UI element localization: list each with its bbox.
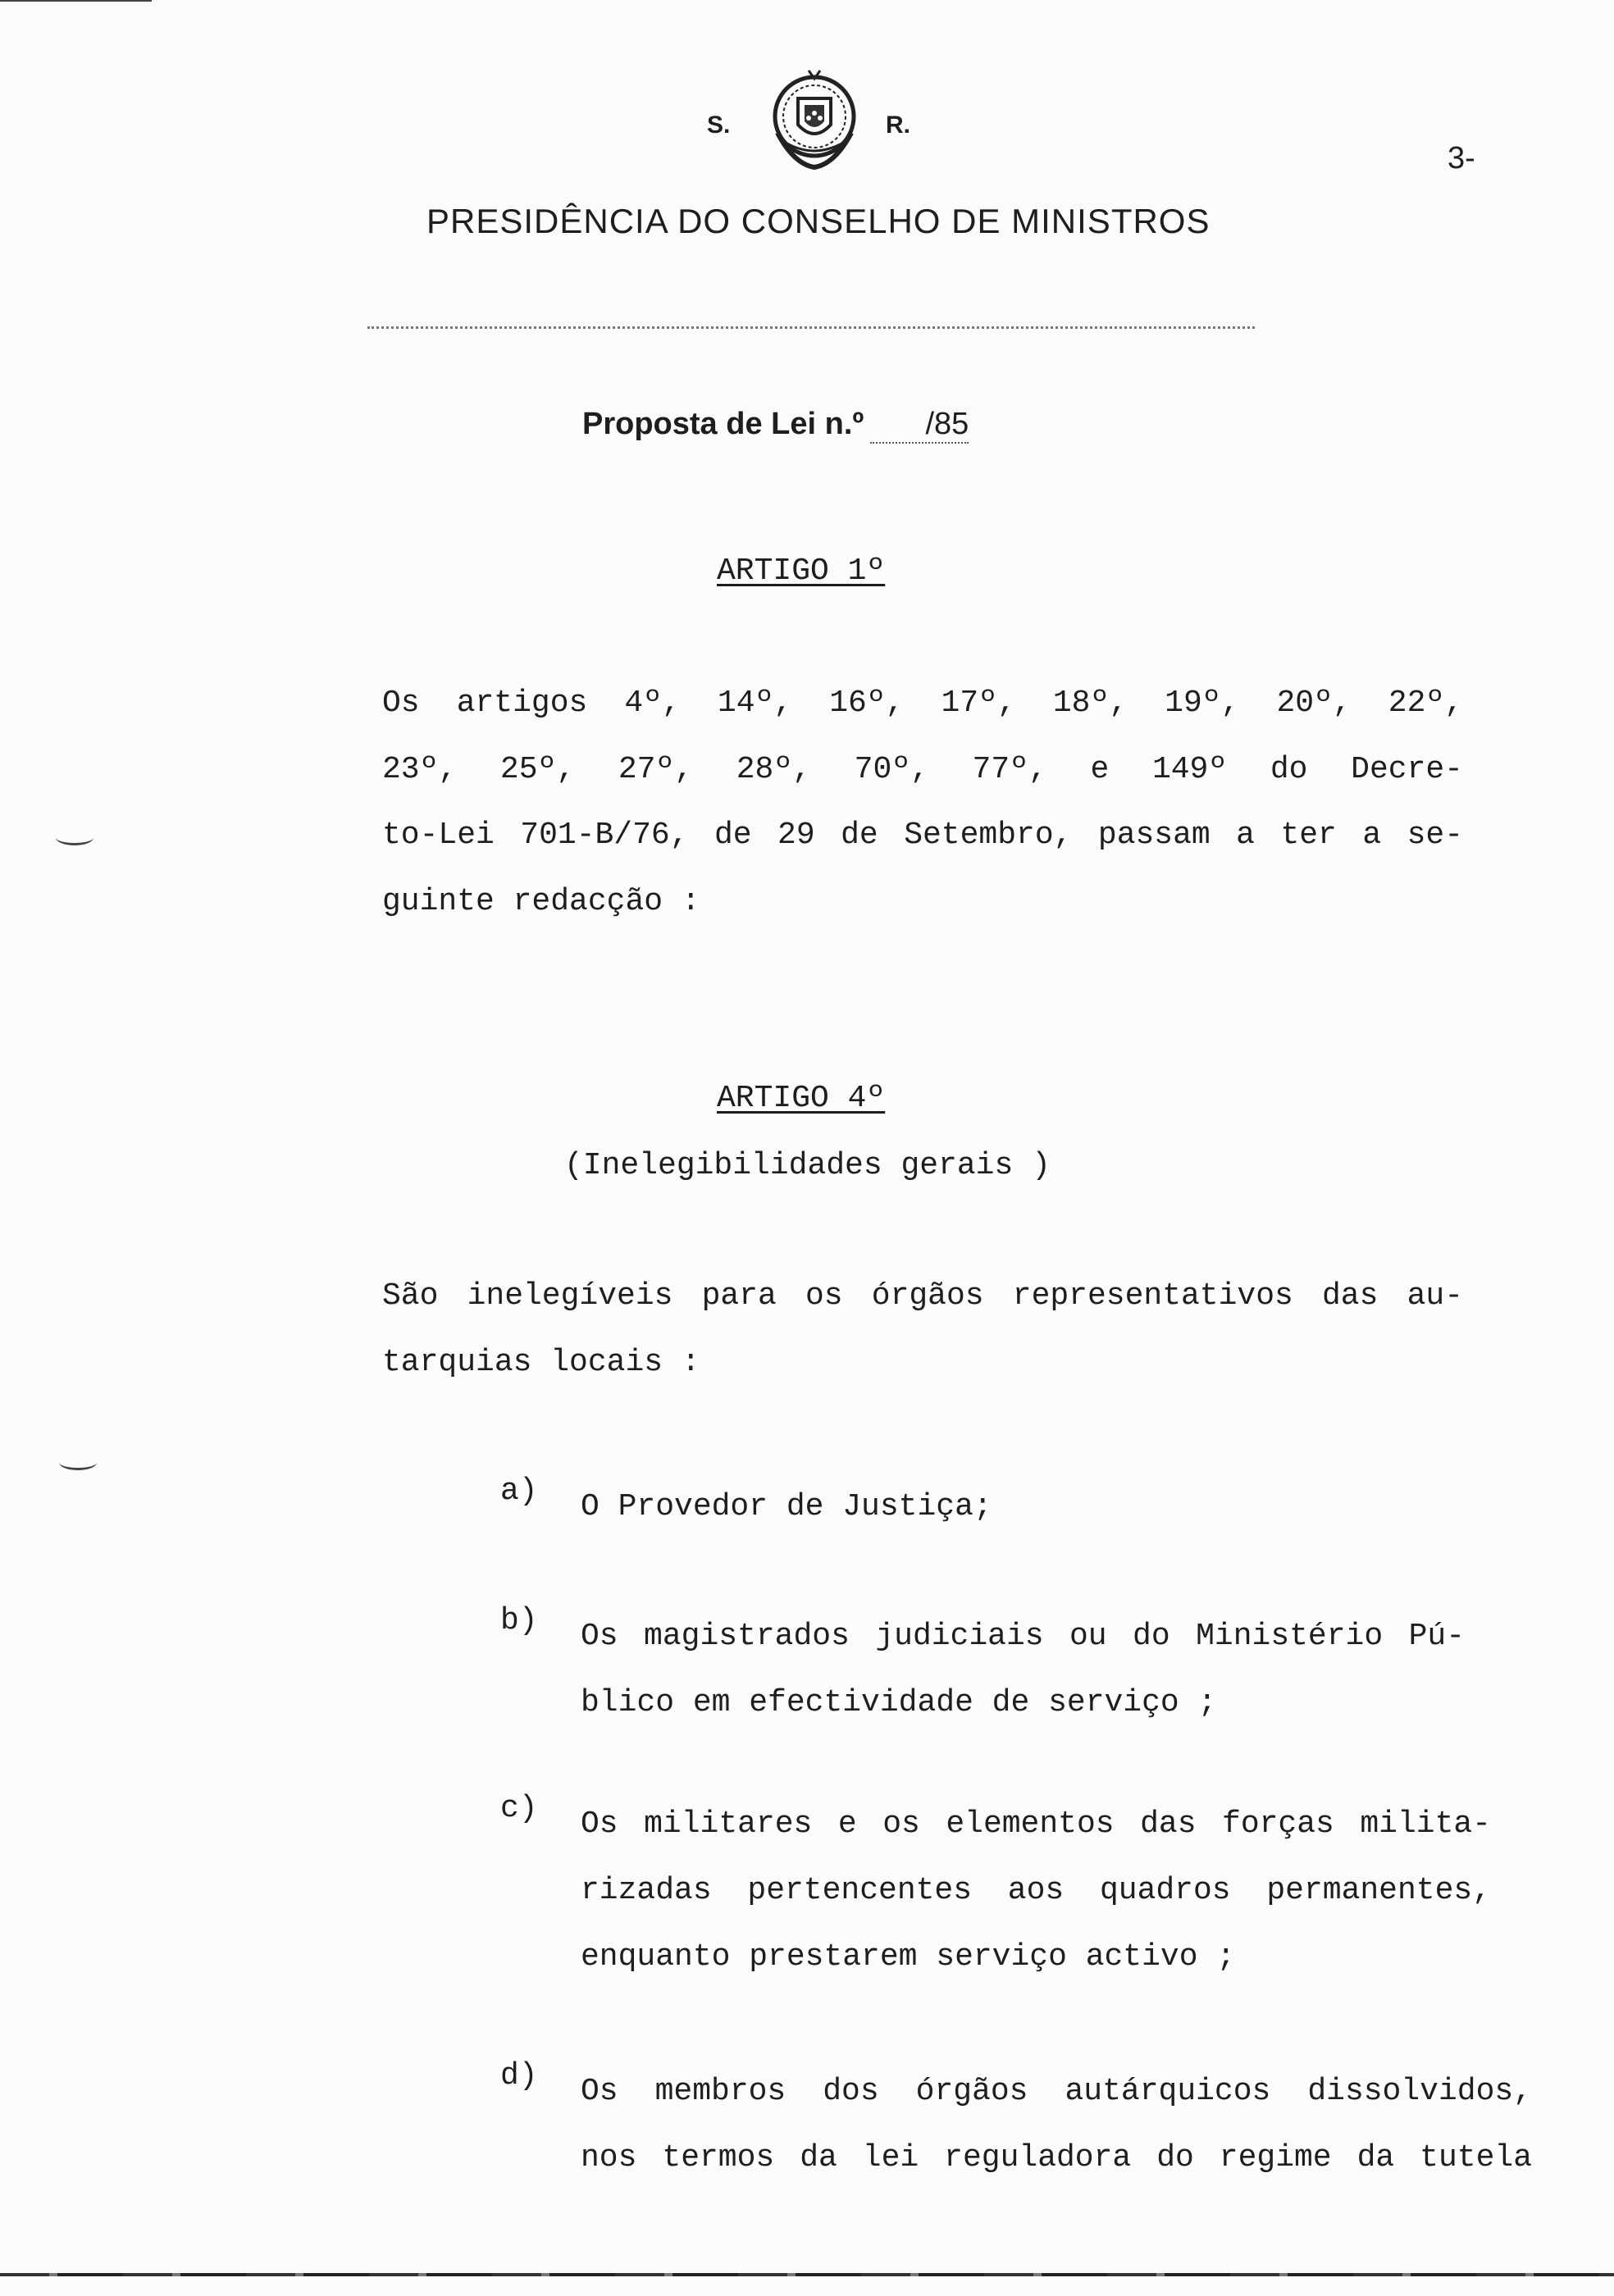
bottom-scan-edge — [0, 2273, 1614, 2276]
article-1-heading: ARTIGO 1º — [717, 554, 886, 589]
list-item-line: nos termos da lei reguladora do regime da tutela — [581, 2140, 1532, 2175]
paragraph-line: 23º, 25º, 27º, 28º, 70º, 77º, e 149º do Decre- — [382, 751, 1463, 787]
article-4-intro — [382, 1264, 1463, 1396]
organization-title: PRESIDÊNCIA DO CONSELHO DE MINISTROS — [426, 202, 1210, 240]
page-number: 3- — [1448, 141, 1475, 175]
coat-of-arms-icon — [761, 67, 868, 174]
top-edge-rule — [0, 0, 152, 2]
list-item-letter: b) — [500, 1603, 538, 1638]
seal-letter-s: S. — [707, 112, 731, 139]
seal-letter-r: R. — [886, 112, 910, 139]
punch-hole-mark — [56, 830, 93, 845]
list-item — [581, 1791, 1491, 1990]
proposal-number: /85 — [870, 407, 969, 444]
list-item-line: rizadas pertencentes aos quadros permanentes, — [581, 1873, 1491, 1908]
list-item — [581, 1474, 1073, 1540]
list-item-line: Os magistrados judiciais ou do Ministério Pú- — [581, 1619, 1465, 1654]
list-item-letter: c) — [500, 1791, 538, 1826]
list-item-line: O Provedor de Justiça; — [581, 1489, 992, 1524]
paragraph-line: tarquias locais : — [382, 1344, 700, 1380]
list-item-letter: a) — [500, 1474, 538, 1509]
list-item-line: blico em efectividade de serviço ; — [581, 1685, 1217, 1720]
article-4-heading: ARTIGO 4º — [717, 1081, 886, 1116]
list-item-line: enquanto prestarem serviço activo ; — [581, 1939, 1236, 1975]
proposal-title — [582, 407, 969, 444]
paragraph-line: guinte redacção : — [382, 883, 700, 919]
list-item — [581, 1603, 1465, 1736]
proposal-label: Proposta de Lei n.º — [582, 407, 864, 441]
list-item-line: Os militares e os elementos das forças milita- — [581, 1806, 1491, 1842]
list-item-line: Os membros dos órgãos autárquicos dissolvidos, — [581, 2074, 1532, 2109]
article-4-subtitle: (Inelegibilidades gerais ) — [564, 1148, 1051, 1183]
list-item-letter: d) — [500, 2058, 538, 2093]
paragraph-line: Os artigos 4º, 14º, 16º, 17º, 18º, 19º, 20º, 22º, — [382, 686, 1463, 721]
list-item — [581, 2058, 1532, 2191]
article-1-paragraph — [382, 671, 1463, 935]
punch-hole-mark — [59, 1455, 97, 1470]
paragraph-line: to-Lei 701-B/76, de 29 de Setembro, passam a ter a se- — [382, 818, 1463, 853]
paragraph-line: São inelegíveis para os órgãos representativos das au- — [382, 1278, 1463, 1314]
dotted-separator — [367, 326, 1255, 329]
